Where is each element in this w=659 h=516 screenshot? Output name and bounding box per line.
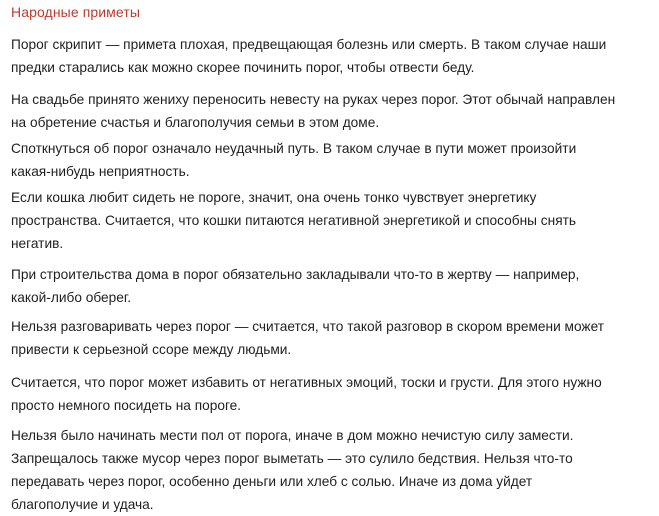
- page-title: Народные приметы: [11, 4, 141, 20]
- paragraph-wedding-custom: На свадьбе принято жениху переносить невесту на руках через порог. Этот обычай направлен на обретение счастья и благополучия семьи в этом доме.: [11, 92, 616, 130]
- paragraph-negative-emotions: Считается, что порог может избавить от негативных эмоций, тоски и грусти. Для этого нужно просто немного посидеть на пороге.: [11, 375, 602, 413]
- paragraph-squeaky-threshold: Порог скрипит — примета плохая, предвещающая болезнь или смерть. В таком случае наши предки старались как можно скорее починить порог, чтобы отвести беду.: [11, 37, 607, 75]
- paragraph-stumble: Споткнуться об порог означало неудачный путь. В таком случае в пути может произойти какая-нибудь неприятность.: [11, 141, 577, 179]
- paragraph-cat: Если кошка любит сидеть не пороге, значит, она очень тонко чувствует энергетику пространства. Считается, что кошки питаются негативной энергетикой и способны снять негатив.: [11, 190, 577, 251]
- paragraph-talking: Нельзя разговаривать через порог — считается, что такой разговор в скором времени может привести к серьезной ссоре между людьми.: [11, 319, 605, 357]
- paragraph-sweeping: Нельзя было начинать мести пол от порога, иначе в дом можно нечистую силу замести. Запрещалось также мусор через порог выметать — это сулило бедствия. Нельзя что-то передавать через порог, особенно деньги или хлеб с солью. Иначе из дома уйдет благополучие и удача.: [11, 428, 574, 512]
- paragraph-house-building: При строительства дома в порог обязательно закладывали что-то в жертву — например, какой-либо оберег.: [11, 267, 580, 305]
